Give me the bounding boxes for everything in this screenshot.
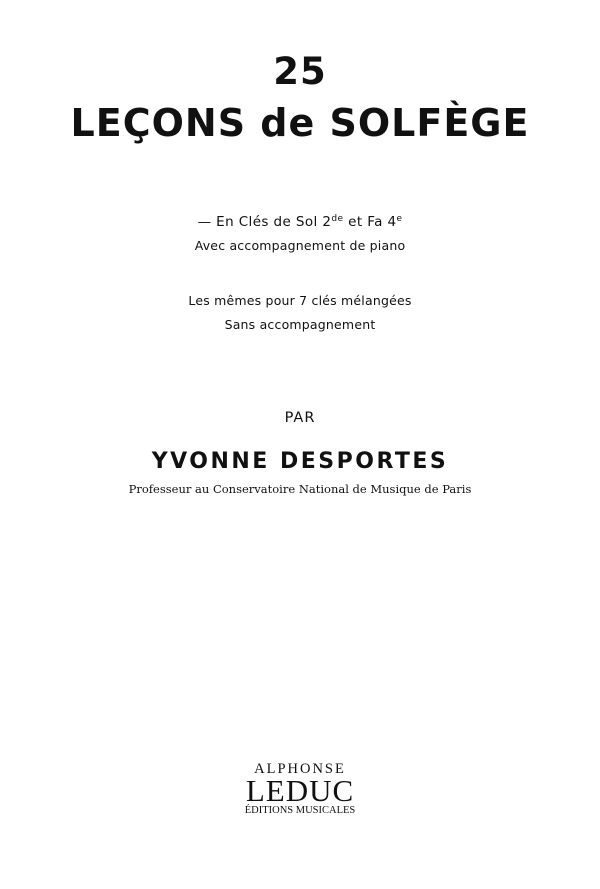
- mixed-clefs-line: Les mêmes pour 7 clés mélangées: [188, 293, 412, 308]
- publisher-logo-bottom: ÉDITIONS MUSICALES: [244, 805, 356, 816]
- author-affiliation: Professeur au Conservatoire National de Musique de Paris: [128, 482, 472, 496]
- publisher-logo: [200, 761, 400, 817]
- by-label: PAR: [284, 410, 316, 426]
- clefs-line-sup-e: e: [396, 214, 403, 224]
- page-title: LEÇONS de SOLFÈGE: [70, 101, 530, 145]
- clefs-line-prefix: — En Clés de Sol 2: [197, 214, 332, 230]
- publisher-logo-main: LEDUC: [245, 773, 355, 808]
- publisher-logo-top: ALPHONSE: [254, 761, 346, 777]
- clefs-line-sup-de: de: [331, 214, 344, 224]
- no-accompaniment-line: Sans accompagnement: [224, 317, 376, 332]
- piano-accompaniment-line: Avec accompagnement de piano: [194, 238, 406, 253]
- clefs-line-middle: et Fa 4: [343, 214, 397, 230]
- lesson-count: 25: [273, 50, 327, 93]
- clefs-line: [0, 214, 600, 230]
- author-name: YVONNE DESPORTES: [151, 449, 449, 474]
